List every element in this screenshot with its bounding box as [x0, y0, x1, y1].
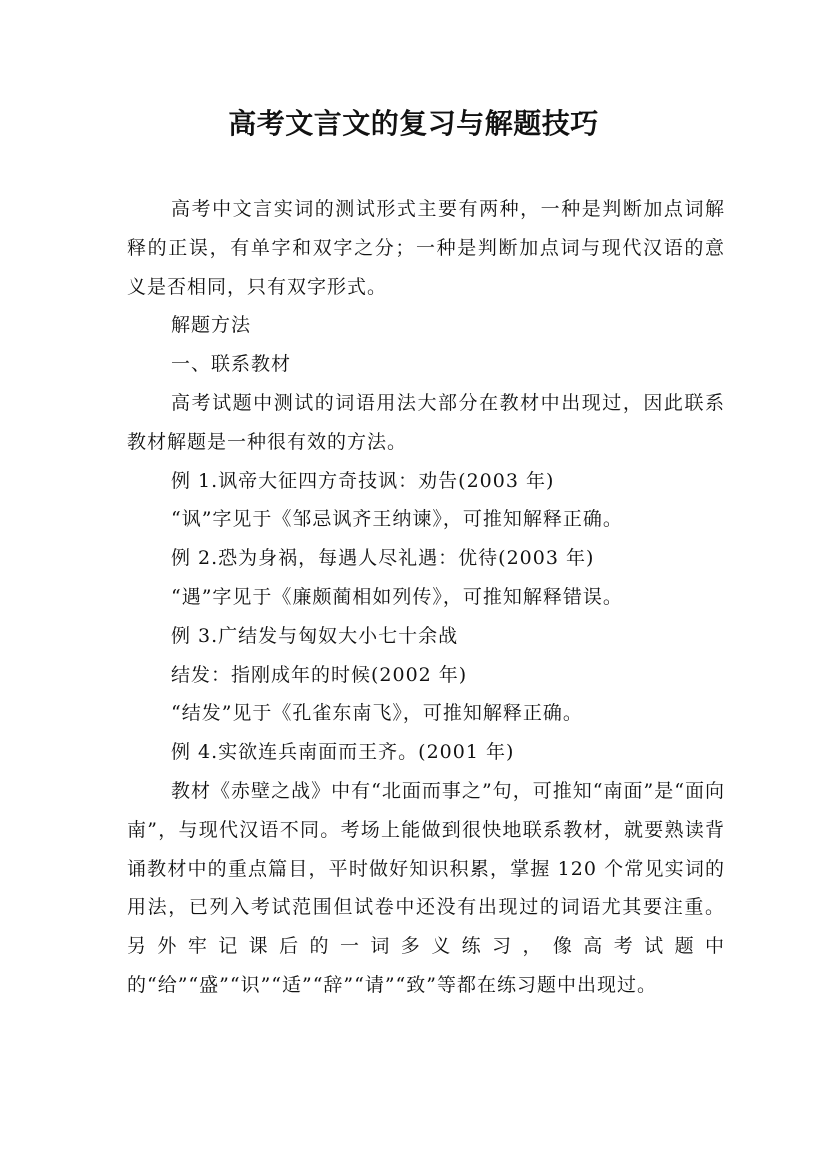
- example-1-explanation: “讽”字见于《邹忌讽齐王纳谏》，可推知解释正确。: [171, 508, 623, 531]
- example-2: 例 2.恐为身祸，每遇人尽礼遇：优待(2003 年): [171, 547, 595, 570]
- example-4: 例 4.实欲连兵南面而王齐。(2001 年): [171, 741, 515, 764]
- heading-methods: 解题方法: [171, 314, 252, 337]
- paragraph-section-1: 高考试题中测试的词语用法大部分在教材中出现过，因此联系教材解题是一种很有效的方法。: [127, 391, 725, 453]
- example-4-explanation: 教材《赤壁之战》中有“北面而事之”句，可推知“南面”是“面向南”，与现代汉语不同。考场上能做到很快地联系教材，就要熟读背诵教材中的重点篇目，平时做好知识积累，掌握 120 个常见实词的用法，已列入考试范围但试卷中还没有出现过的词语尤其要注重。另外牢记课后的一词多义练习，像高考试题中的“给”“盛”“识”“适”“辞”“请”“致”等都在练习题中出现过。: [127, 779, 725, 996]
- example-1: 例 1.讽帝大征四方奇技讽：劝告(2003 年): [171, 469, 555, 492]
- paragraph-intro: 高考中文言实词的测试形式主要有两种，一种是判断加点词解释的正误，有单字和双字之分；一种是判断加点词与现代汉语的意义是否相同，只有双字形式。: [127, 198, 725, 298]
- example-3-definition: 结发：指刚成年的时候(2002 年): [171, 663, 468, 686]
- example-3-explanation: “结发”见于《孔雀东南飞》，可推知解释正确。: [171, 702, 583, 725]
- document-title: 高考文言文的复习与解题技巧: [228, 107, 599, 140]
- document-body: [127, 190, 725, 1005]
- heading-section-1: 一、联系教材: [171, 353, 292, 376]
- example-3: 例 3.广结发与匈奴大小七十余战: [171, 624, 459, 647]
- example-2-explanation: “遇”字见于《廉颇蔺相如列传》，可推知解释错误。: [171, 585, 623, 608]
